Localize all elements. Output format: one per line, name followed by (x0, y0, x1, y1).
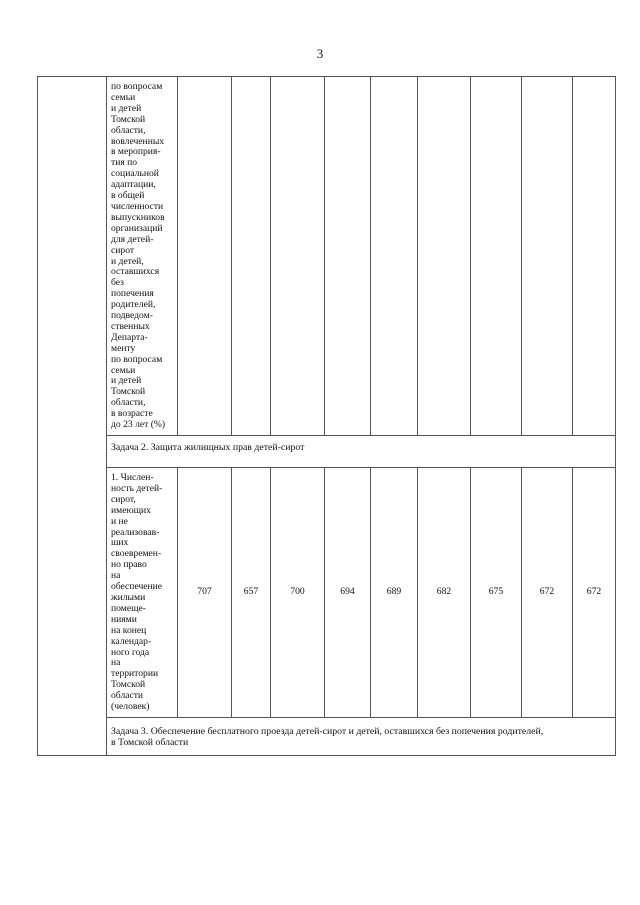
description-line: своевремен- (111, 548, 162, 560)
description-line: территории (111, 668, 159, 680)
description-line: на (111, 657, 121, 669)
description-line: адаптации, (111, 179, 156, 191)
description-line: до 23 лет (%) (111, 419, 166, 431)
value-cell (371, 77, 418, 436)
description-line: семьи (111, 364, 136, 376)
description-line: области (111, 690, 144, 702)
task-3-heading (107, 717, 616, 755)
value-cell (418, 77, 471, 436)
description-line: и детей, (111, 255, 144, 267)
description-line: оставшихся (111, 266, 160, 278)
task-row (38, 436, 616, 468)
description-line: области, (111, 397, 146, 409)
value-cell: 657 (232, 468, 271, 718)
description-line: ного года (111, 646, 150, 658)
indicator-description-cell (107, 468, 178, 718)
description-line: жилыми (111, 591, 146, 603)
description-line: попечения (111, 288, 154, 300)
description-line: родителей, (111, 299, 156, 311)
description-line: в мероприя- (111, 146, 161, 158)
task-2-heading: Задача 2. Защита жилищных прав детей-сирот (107, 436, 616, 468)
description-line: Томской (111, 113, 146, 125)
description-line: 1. Числен- (111, 472, 154, 483)
indicator-description-cell (107, 77, 178, 436)
description-line: организаций (111, 222, 163, 234)
table-row-indicator-adaptation (38, 77, 616, 436)
table-row-indicator-housing (38, 468, 616, 718)
task-row (38, 717, 616, 755)
description-line: тия по (111, 157, 138, 169)
description-line: по вопросам (111, 353, 163, 365)
description-line: обеспечение (111, 581, 163, 593)
value-cell: 675 (471, 468, 522, 718)
page-number: 3 (316, 46, 324, 61)
description-line: численности (111, 200, 164, 212)
value-cell: 707 (178, 468, 232, 718)
value-cell: 689 (371, 468, 418, 718)
description-line: и не (111, 515, 128, 527)
description-line: ность детей- (111, 482, 163, 494)
description-line: подведом- (111, 310, 153, 322)
task-3-line: в Томской области (111, 737, 189, 749)
description-line: семьи (111, 91, 136, 103)
value-cell (178, 77, 232, 436)
description-line: Департа- (111, 331, 148, 343)
description-line: сирот (111, 244, 135, 256)
description-line: социальной (111, 168, 159, 180)
description-line: но право (111, 559, 147, 571)
description-line: Томской (111, 386, 146, 398)
description-line: менту (111, 342, 136, 354)
description-line: на (111, 570, 121, 582)
value-cell (271, 77, 325, 436)
value-cell (471, 77, 522, 436)
left-merged-cell (38, 77, 107, 756)
description-line: выпускников (111, 211, 165, 223)
value-cell: 694 (325, 468, 371, 718)
description-line: и детей (111, 375, 142, 387)
description-line: ственных (111, 320, 150, 332)
description-line: календар- (111, 635, 152, 647)
description-line: по вопросам (111, 81, 163, 92)
task-3-line: Задача 3. Обеспечение бесплатного проезда детей-сирот и детей, оставшихся без попечения родителей, (111, 725, 544, 737)
value-cell: 672 (573, 468, 616, 718)
description-line: вовлеченных (111, 135, 165, 147)
description-line: ших (111, 537, 129, 549)
description-line: для детей- (111, 233, 154, 245)
description-line: (человек) (111, 701, 150, 713)
description-line: помеще- (111, 602, 146, 614)
value-cell: 672 (522, 468, 573, 718)
description-line: и детей (111, 102, 142, 114)
description-line: ниями (111, 613, 137, 625)
description-line: без (111, 277, 124, 289)
indicators-table (37, 76, 616, 756)
value-cell (522, 77, 573, 436)
description-line: сирот, (111, 493, 136, 505)
description-line: области, (111, 124, 146, 136)
value-cell: 700 (271, 468, 325, 718)
description-line: в общей (111, 190, 145, 202)
value-cell (573, 77, 616, 436)
description-line: в возрасте (111, 408, 153, 420)
description-line: имеющих (111, 504, 151, 516)
value-cell: 682 (418, 468, 471, 718)
description-line: Томской (111, 679, 146, 691)
description-line: реализовав- (111, 526, 160, 538)
description-line: на конец (111, 624, 147, 636)
value-cell (232, 77, 271, 436)
value-cell (325, 77, 371, 436)
